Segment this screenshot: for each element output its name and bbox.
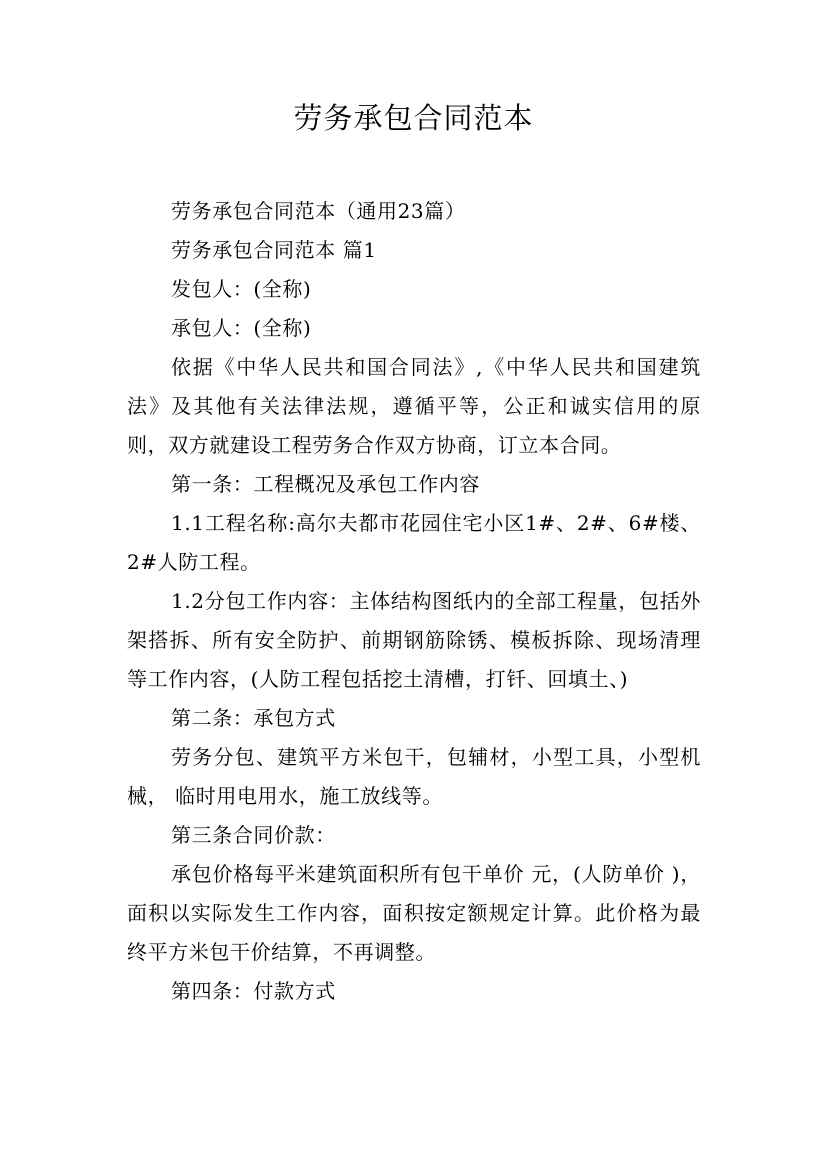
paragraph-contract-method: 劳务分包、建筑平方米包干，包辅材，小型工具，小型机械， 临时用电用水，施工放线等。 — [127, 745, 701, 808]
paragraph-section-heading: 劳务承包合同范本 篇1 — [171, 238, 377, 262]
paragraph-article-4: 第四条：付款方式 — [171, 979, 336, 1003]
paragraph-contract-price: 承包价格每平米建筑面积所有包干单价 元，(人防单价 )，面积以实际发生工作内容，面积按定额规定计算。此价格为最终平方米包干价结算，不再调整。 — [127, 862, 701, 964]
paragraph-article-1: 第一条：工程概况及承包工作内容 — [171, 472, 480, 496]
paragraph-employer: 发包人：(全称) — [171, 277, 312, 301]
paragraph-clause-1-2: 1.2分包工作内容：主体结构图纸内的全部工程量，包括外架搭拆、所有安全防护、前期钢筋除锈、模板拆除、现场清理等工作内容，(人防工程包括挖土清槽，打钎、回填土、) — [127, 589, 701, 691]
paragraph-subtitle: 劳务承包合同范本（通用23篇） — [171, 199, 466, 223]
paragraph-preamble: 依据《中华人民共和国合同法》,《中华人民共和国建筑法》及其他有关法律法规，遵循平等，公正和诚实信用的原则，双方就建设工程劳务合作双方协商，订立本合同。 — [127, 355, 701, 457]
paragraph-clause-1-1: 1.1工程名称:高尔夫都市花园住宅小区1#、2#、6#楼、2#人防工程。 — [127, 511, 701, 574]
document-body — [127, 192, 701, 1011]
document-title: 劳务承包合同范本 — [293, 101, 534, 135]
paragraph-contractor: 承包人：(全称) — [171, 316, 312, 340]
paragraph-article-2: 第二条：承包方式 — [171, 706, 336, 730]
paragraph-article-3: 第三条合同价款： — [171, 823, 336, 847]
